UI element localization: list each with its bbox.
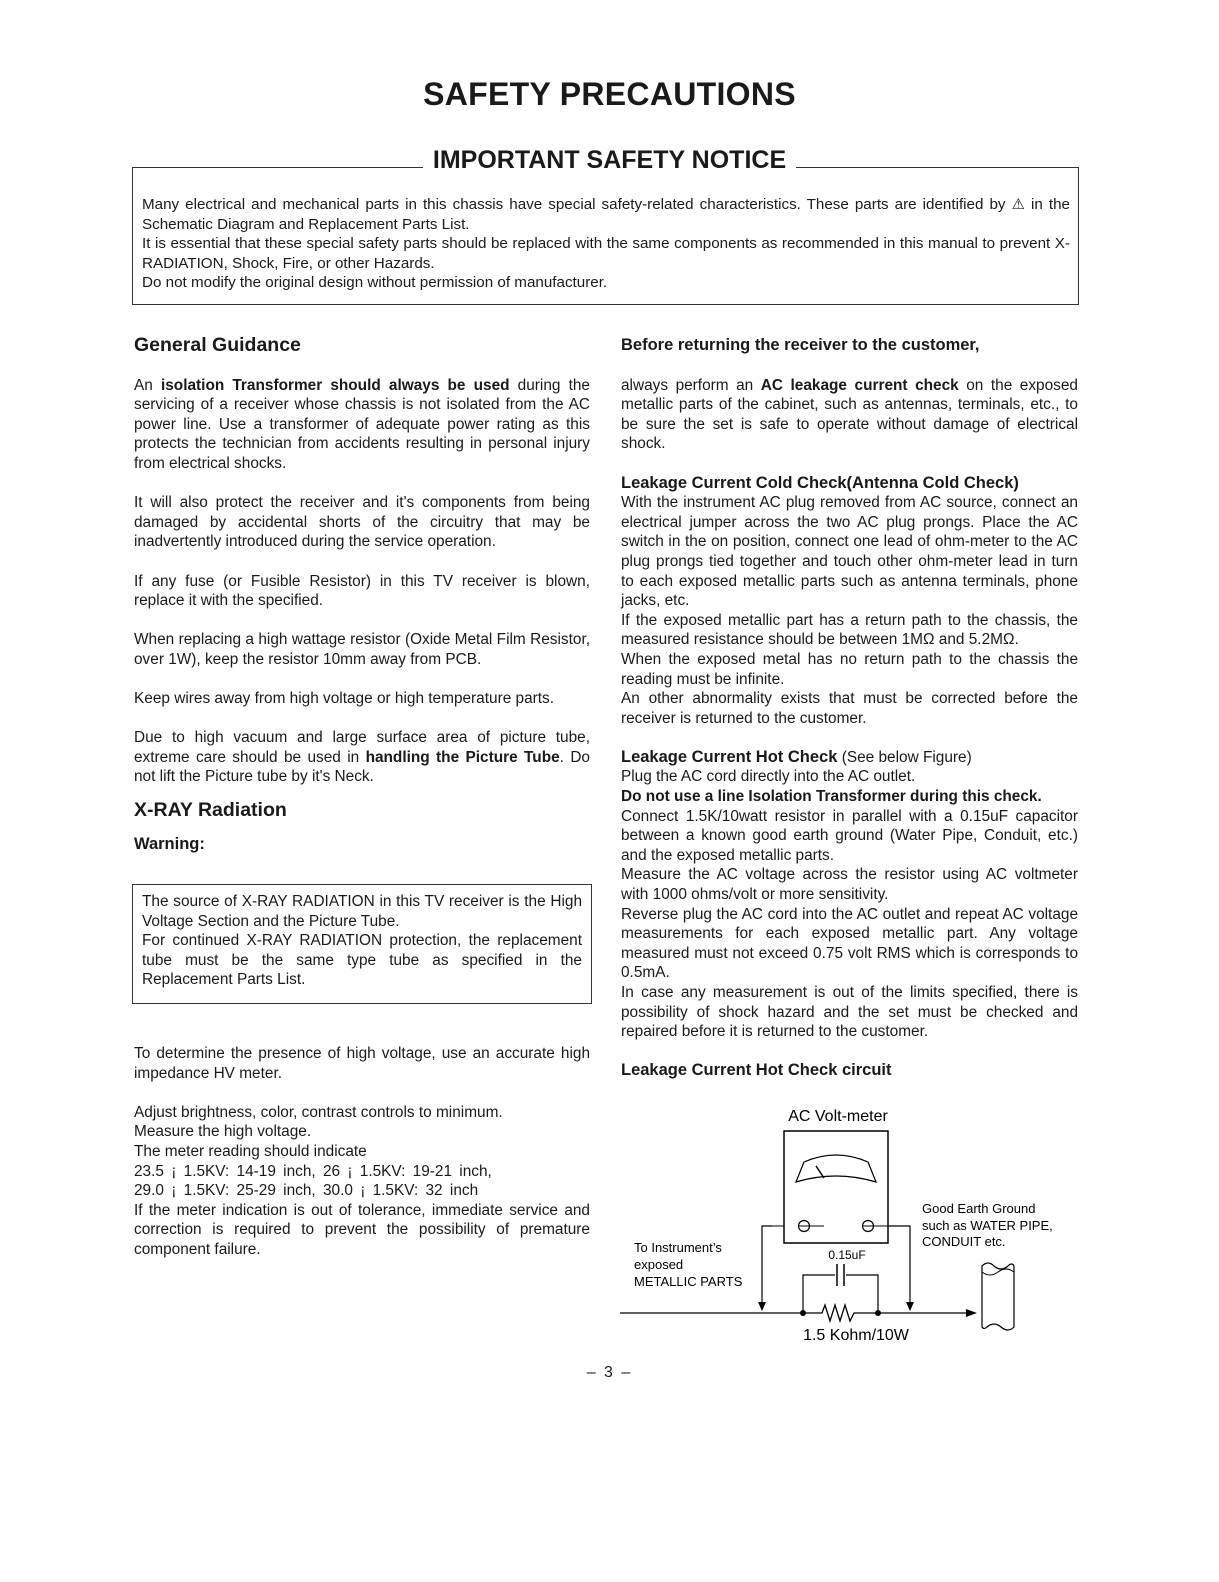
hot-check-circuit-diagram: [620, 1100, 1080, 1350]
svg-text:such as WATER PIPE,: such as WATER PIPE,: [922, 1218, 1053, 1233]
hot-check-heading: Leakage Current Hot Check (See below Figure): [621, 747, 972, 766]
left-column-lower: To determine the presence of high voltage, use an accurate high impedance HV meter. Adjust brightness, color, contrast controls to minimum. Measure the high voltage. The meter reading should indicate 23.5 ¡ 1.5KV: 14-19 inch, 26 ¡ 1.5KV: 19-21 inch, 29.0 ¡ 1.5KV: 25-29 inch, 30.0 ¡ 1.5KV: 32 inch If the meter indication is out of tolerance, immediate service and correction is required to prevent the possibility of premature component failure.: [134, 1045, 590, 1258]
guidance-paragraph: An isolation Transformer should always be used during the servicing of a receiver whose chassis is not isolated from the AC power line. Use a transformer of adequate power rating as this protects the technician from accidents resulting in personal injury from electrical shocks.: [134, 376, 590, 472]
guidance-paragraph: When replacing a high wattage resistor (Oxide Metal Film Resistor, over 1W), keep the resistor 10mm away from PCB.: [134, 631, 590, 668]
water-pipe-icon: [982, 1263, 1014, 1330]
meter-needle: [816, 1166, 824, 1178]
circuit-heading: Leakage Current Hot Check circuit: [621, 1061, 892, 1080]
ground-arrow-icon: [966, 1309, 977, 1317]
svg-text:To Instrument’s: To Instrument’s: [634, 1240, 722, 1255]
guidance-paragraph: It will also protect the receiver and it's components from being damaged by accidental shorts of the circuitry that may be inadvertently introduced during the service operation.: [134, 494, 590, 551]
xray-warning-text: The source of X-RAY RADIATION in this TV receiver is the High Voltage Section and the Picture Tube. For continued X-RAY RADIATION protection, the replacement tube must be the same type tube as specified in the Replacement Parts List.: [142, 893, 582, 989]
notice-heading: IMPORTANT SAFETY NOTICE: [0, 146, 1219, 175]
guidance-paragraph: Due to high vacuum and large surface area of picture tube, extreme care should be used in handling the Picture Tube. Do not lift the Picture tube by it's Neck.: [134, 729, 590, 786]
guidance-paragraph: Keep wires away from high voltage or high temperature parts.: [134, 690, 555, 708]
before-returning-heading: Before returning the receiver to the customer,: [621, 336, 980, 354]
left-column: [134, 336, 590, 854]
ac-leakage-paragraph: always perform an AC leakage current check on the exposed metallic parts of the cabinet, such as antennas, terminals, etc., to be sure the set is safe to operate without damage of electrical shock.: [621, 376, 1078, 453]
svg-text:METALLIC PARTS: METALLIC PARTS: [634, 1274, 743, 1289]
general-guidance-heading: General Guidance: [134, 334, 301, 356]
notice-text: Many electrical and mechanical parts in this chassis have special safety-related characteristics. These parts are identified by ⚠ in the Schematic Diagram and Replacement Parts List. It is essential that these special safety parts should be replaced with the same components as recommended in this manual to prevent X-RADIATION, Shock, Fire, or other Hazards. Do not modify the original design without permission of manufacturer.: [142, 196, 1070, 292]
meter-face-icon: [796, 1155, 876, 1182]
right-column: Before returning the receiver to the customer, always perform an AC leakage current check on the exposed metallic parts of the cabinet, such as antennas, terminals, etc., to be sure the set is safe to operate without damage of electrical shock. Leakage Current Cold Check(Antenna Cold Check) With the instrument AC plug removed from AC source, connect an electrical jumper across the two AC plug prongs. Place the AC switch in the on position, connect one lead of ohm-meter to the AC plug prongs tied together and touch other ohm-meter lead in turn to each exposed metallic parts such as antenna terminals, phone jacks, etc. If the exposed metallic part has a return path to the chassis, the measured resistance should be between 1MΩ and 5.2MΩ. When the exposed metal has no return path to the chassis the reading must be infinite. An other abnormality exists that must be corrected before the receiver is returned to the customer. Leakage Current Hot Check (See below Figure) Plug the AC cord directly into the AC outlet. Do not use a line Isolation Transformer during this check. Connect 1.5K/10watt resistor in parallel with a 0.15uF capacitor between a known good earth ground (Water Pipe, Conduit, etc.) and the exposed metallic parts. Measure the AC voltage across the resistor using AC voltmeter with 1000 ohms/volt or more sensitivity. Reverse plug the AC cord into the AC outlet and repeat AC voltage measurements for each exposed metallic part. Any voltage measured must not exceed 0.75 volt RMS which is corresponds to 0.5mA. In case any measurement is out of the limits specified, there is possibility of shock hazard and the set must be checked and repaired before it is returned to the customer. Leakage Current Hot Check circuit: [621, 336, 1078, 1080]
guidance-paragraph: If any fuse (or Fusible Resistor) in this TV receiver is blown, replace it with the specified.: [134, 572, 590, 610]
hv-paragraph: To determine the presence of high voltage, use an accurate high impedance HV meter.: [134, 1045, 590, 1082]
svg-text:Good Earth Ground: Good Earth Ground: [922, 1201, 1036, 1216]
xray-heading: X-RAY Radiation: [134, 799, 287, 822]
page-title: SAFETY PRECAUTIONS: [423, 76, 796, 112]
svg-text:CONDUIT etc.: CONDUIT etc.: [922, 1234, 1006, 1249]
cold-check-heading: Leakage Current Cold Check(Antenna Cold Check): [621, 473, 1019, 492]
warning-triangle-icon: ⚠: [1011, 196, 1025, 213]
resistor-label: 1.5 Kohm/10W: [803, 1327, 909, 1344]
meter-label: AC Volt-meter: [788, 1108, 888, 1125]
warning-heading: Warning:: [134, 834, 205, 853]
page-number: – 3 –: [586, 1364, 633, 1381]
svg-text:exposed: exposed: [634, 1257, 684, 1272]
capacitor-label: 0.15uF: [828, 1248, 866, 1262]
